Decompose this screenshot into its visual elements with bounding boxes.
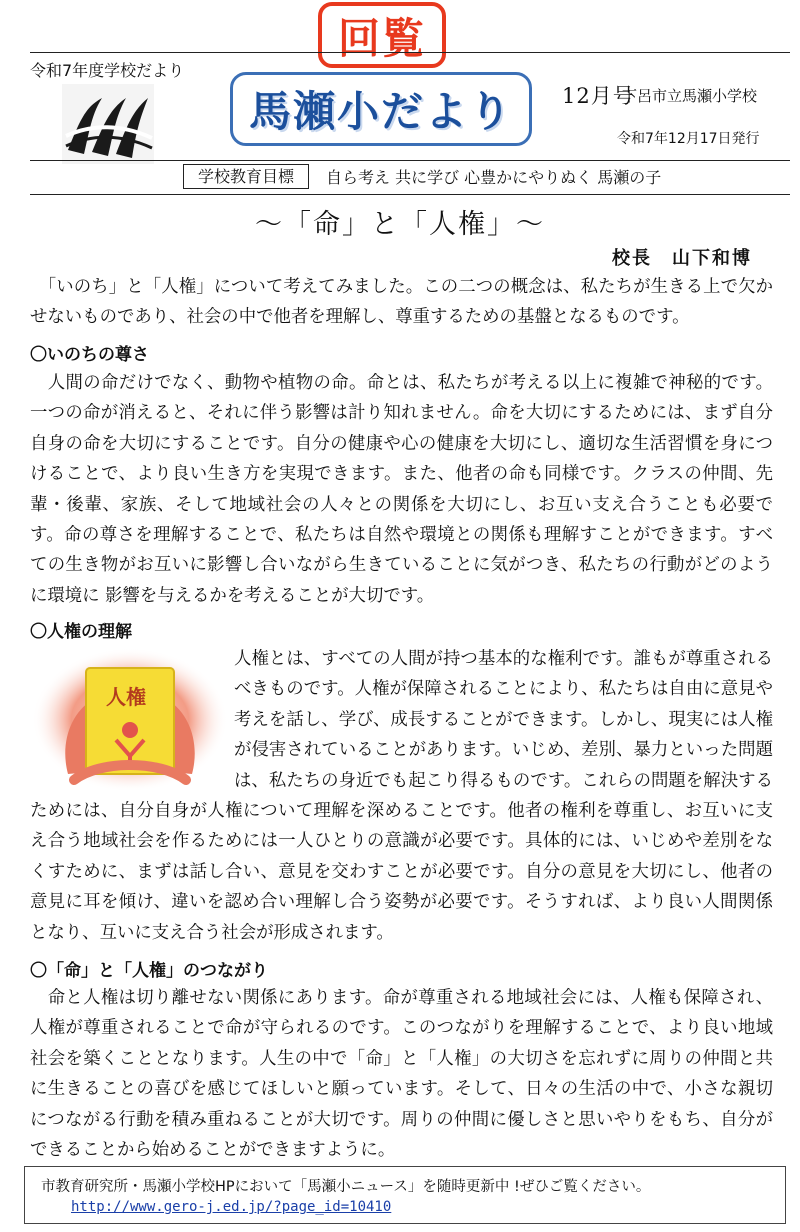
footer-box bbox=[24, 1166, 786, 1224]
intro-paragraph: 「いのち」と「人権」について考えてみました。この二つの概念は、私たちが生きる上で欠かせないものであり、社会の中で他者を理解し、尊重するための基盤となるものです。 bbox=[30, 277, 773, 328]
series-label: 令和7年度学校だより bbox=[30, 61, 185, 80]
section-body-life: 人間の命だけでなく、動物や植物の命。命とは、私たちが考える以上に複雑で神秘的です。一つの命が消えると、それに伴う影響は計り知れません。命を大切にするためには、まず自分自身の命を大切にすることです。自分の健康や心の健康を大切にし、適切な生活習慣を身につけることで、より良い生き方を実現できます。また、他者の命も同様です。クラスの仲間、先輩・後輩、家族、そして地域社会の人々との関係を大切にし、お互い支え合うことも必要です。命の尊さを理解することで、私たちは自然や環境との関係も理解すことができます。すべての生き物がお互いに影響し合いながら生きていることに気がつき、私たちの行動がどのように環境に 影響を与えるかを考えることが大切です。 bbox=[30, 373, 773, 606]
school-website-link[interactable]: http://www.gero-j.ed.jp/?page_id=10410 bbox=[71, 1199, 392, 1215]
svg-text:人権: 人権 bbox=[106, 685, 146, 709]
newsletter-title: 馬瀬小だより bbox=[248, 87, 513, 136]
section-title-connection: 〇「命」と「人権」のつながり bbox=[30, 961, 268, 981]
issue-date: 令和7年12月17日発行 bbox=[617, 131, 760, 147]
article-heading: ～「命」と「人権」～ bbox=[255, 209, 545, 240]
school-logo-icon bbox=[62, 84, 154, 164]
section-title-human-rights: 〇人権の理解 bbox=[30, 622, 132, 642]
article-author: 校長 山下和博 bbox=[612, 248, 752, 269]
school-goal-text: 自ら考え 共に学び 心豊かにやりぬく 馬瀬の子 bbox=[326, 168, 662, 187]
header-rule-low bbox=[30, 194, 790, 195]
kairan-stamp: 回覧 bbox=[318, 2, 446, 68]
issue-number: 12月号 bbox=[562, 84, 635, 108]
school-name: 下呂市立馬瀬小学校 bbox=[622, 87, 758, 105]
school-goal-label: 学校教育目標 bbox=[183, 164, 309, 189]
section-title-life: 〇いのちの尊さ bbox=[30, 345, 149, 365]
section-body-connection: 命と人権は切り離せない関係にあります。命が尊重される地域社会には、人権も保障され、人権が尊重されることで命が守られるのです。このつながりを理解することで、より良い地域社会を築くこととなります。人生の中で「命」と「人権」の大切さを忘れずに周りの仲間と共に生きることの喜びを感じてほしいと願っています。そして、日々の生活の中で、小さな親切につながる行動を積み重ねることが大切です。周りの仲間に優しさと思いやりをもち、自分ができることから始めることができますように。 bbox=[30, 988, 773, 1161]
section-body-human-rights: 人権 人権とは、すべての人間が持つ基本的な権利です。誰もが尊重されるべきものです。人権が保障されることにより、私たちは自由に意見や考えを話し、学び、成長することができます。しかし、現実には人権が侵害されていることがあります。いじめ、差別、暴力といった問題は、私たちの身近でも起こり得るものです。これらの問題を解決するためには、自分自身が人権について理解を深めることです。他者の権利を尊重し、お互いに支え合う地域社会を作るためには一人ひとりの意識が必要です。具体的には、いじめや差別をなくすために、まずは話し合い、意見を交わすことが必要です。自分の意見を大切にし、他者の意見に耳を傾け、違いを認め合い理解し合う姿勢が必要です。そうすれば、より良い人間関係となり、互いに支え合う社会が形成されます。 bbox=[30, 644, 773, 948]
newsletter-title-box bbox=[230, 72, 532, 146]
header-rule-mid bbox=[30, 160, 790, 161]
header-rule-top bbox=[30, 52, 790, 53]
footer-notice: 市教育研究所・馬瀬小学校HPにおいて「馬瀬小ニュース」を随時更新中 !ぜひご覧ください。 bbox=[41, 1179, 651, 1195]
human-rights-illustration bbox=[30, 644, 226, 794]
